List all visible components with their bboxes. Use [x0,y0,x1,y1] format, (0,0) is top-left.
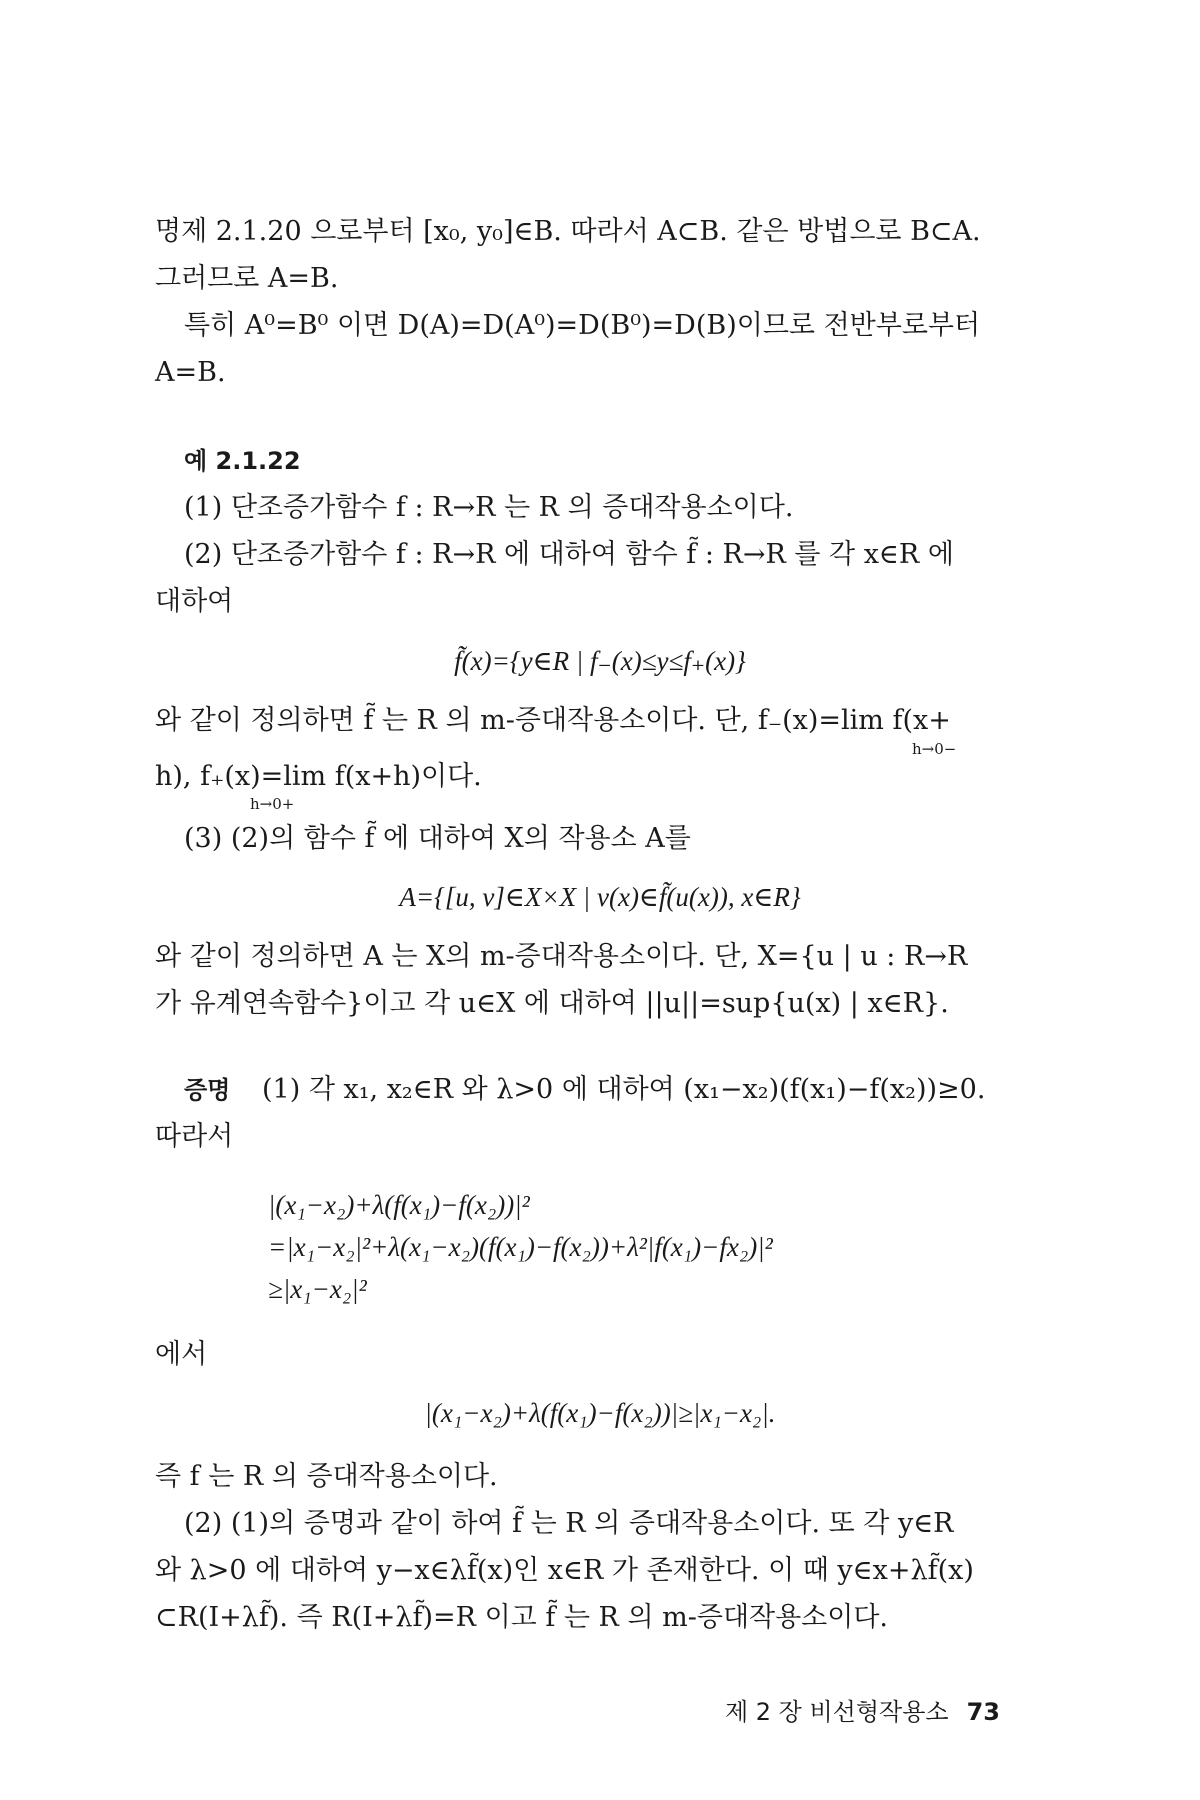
text-line-11: 와 같이 정의하면 A 는 X의 m-증대작용소이다. 단, X={u | u : R→R [155,941,968,972]
text-line-3: 특히 A⁰=B⁰ 이면 D(A)=D(A⁰)=D(B⁰)=D(B)이므로 전반부로부터 [184,310,981,341]
text-line-9: h), f₊(x)=lim f(x+h)이다. [155,761,482,792]
example-item-3: (3) (2)의 함수 f̃ 에 대하여 X의 작용소 A를 [184,823,691,854]
text-line-18: 와 λ>0 에 대하여 y−x∈λf̃(x)인 x∈R 가 존재한다. 이 때 y∈x+λf̃(x) [155,1555,974,1586]
example-item-2: (2) 단조증가함수 f : R→R 에 대하여 함수 f̃ : R→R 를 각 x∈R 에 [184,539,954,570]
equation-norm-line-3: ≥|x₁−x₂|² [268,1274,367,1304]
text-line-8: 와 같이 정의하면 f̃ 는 R 의 m-증대작용소이다. 단, f₋(x)=lim f(x+ [155,705,951,736]
text-line-19: ⊂R(I+λf̃). 즉 R(I+λf̃)=R 이고 f̃ 는 R 의 m-증대작용소이다. [155,1602,889,1633]
page-number: 73 [966,1698,1000,1726]
equation-f-tilde: f̃(x)={y∈R | f₋(x)≤y≤f₊(x)} [454,646,746,676]
text-line-16: 즉 f 는 R 의 증대작용소이다. [155,1461,498,1492]
text-line-4: A=B. [155,357,226,388]
text-line-15: 에서 [155,1339,208,1370]
text-line-2: 그러므로 A=B. [155,263,339,294]
limit-subscript-minus: h→0− [912,740,957,758]
example-label: 예 2.1.22 [184,447,301,475]
equation-norm-line-2: =|x₁−x₂|²+λ(x₁−x₂)(f(x₁)−f(x₂))+λ²|f(x₁)−fx₂)|² [268,1232,773,1262]
proof-line-1: (1) 각 x₁, x₂∈R 와 λ>0 에 대하여 (x₁−x₂)(f(x₁)−f(x₂))≥0. [262,1074,986,1105]
text-line-12: 가 유계연속함수}이고 각 u∈X 에 대하여 ||u||=sup{u(x) | x∈R}. [155,988,949,1019]
page-footer [725,1692,1000,1727]
equation-operator-a: A={[u, v]∈X×X | v(x)∈f̃(u(x)), x∈R} [399,882,801,912]
limit-subscript-plus: h→0+ [250,795,295,813]
text-line-7: 대하여 [155,586,234,617]
example-item-1: (1) 단조증가함수 f : R→R 는 R 의 증대작용소이다. [184,492,794,523]
proof-line-2: (2) (1)의 증명과 같이 하여 f̃ 는 R 의 증대작용소이다. 또 각 y∈R [184,1508,954,1539]
chapter-title: 제 2 장 비선형작용소 [724,1698,949,1726]
text-line-1: 명제 2.1.20 으로부터 [x₀, y₀]∈B. 따라서 A⊂B. 같은 방법으로 B⊂A. [155,216,981,247]
text-line-14: 따라서 [155,1121,234,1152]
proof-label: 증명 [184,1076,231,1104]
equation-norm-line-1: |(x₁−x₂)+λ(f(x₁)−f(x₂))|² [268,1190,530,1220]
equation-inequality: |(x₁−x₂)+λ(f(x₁)−f(x₂))|≥|x₁−x₂|. [424,1398,776,1428]
